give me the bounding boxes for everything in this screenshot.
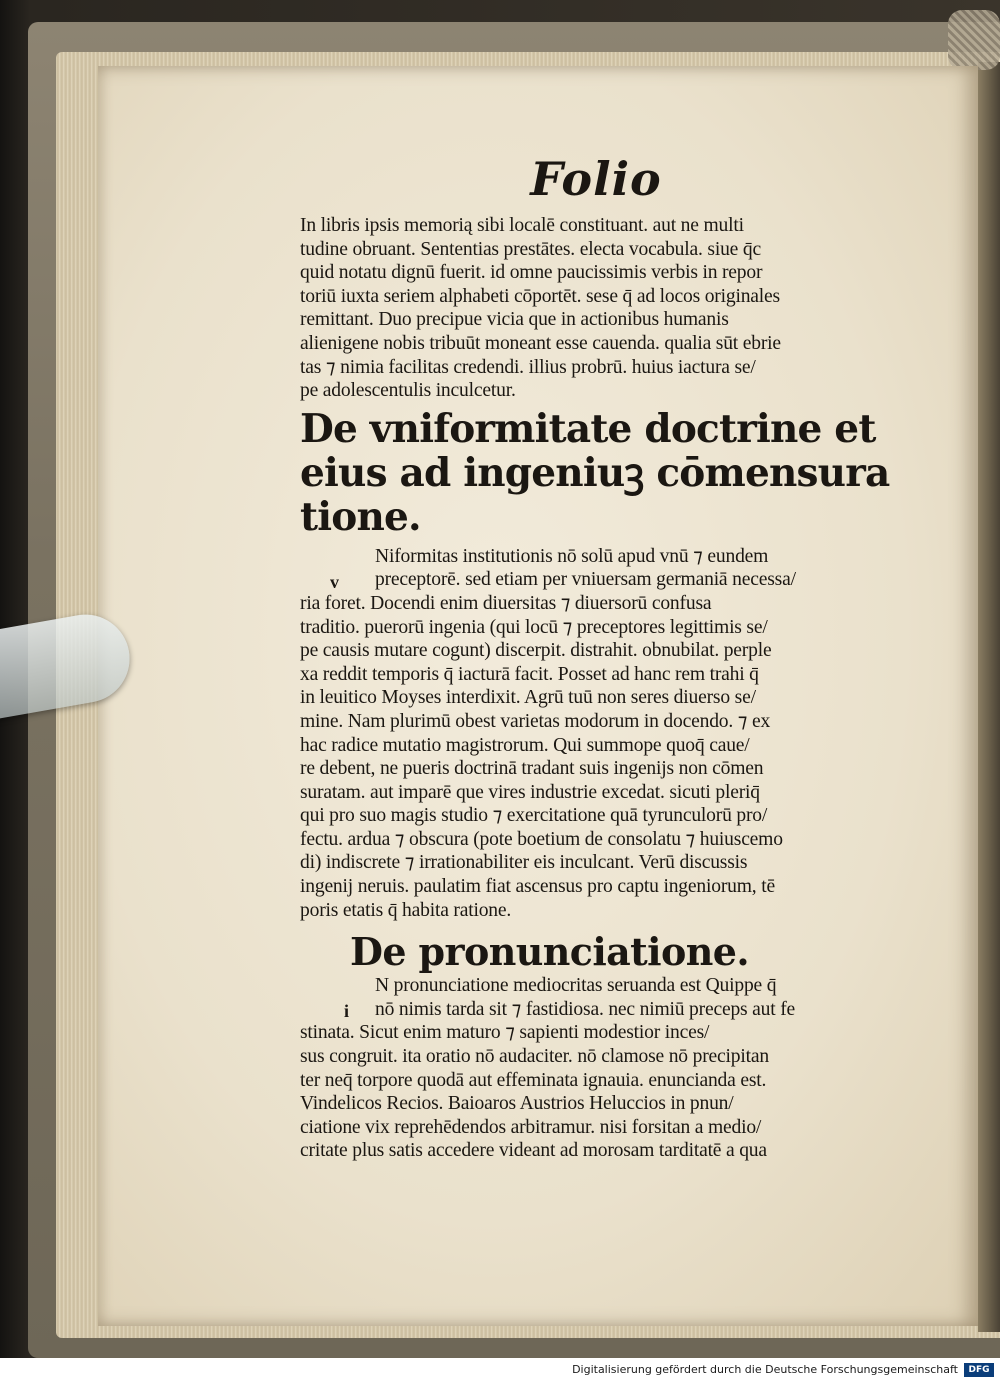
text-line: traditio. puerorū ingenia (qui locū ⁊ preceptores legittimis se/ bbox=[300, 616, 768, 638]
heading-line: tione. bbox=[300, 493, 421, 540]
text-line: Niformitas institutionis nō solū apud vnū ⁊ eundem bbox=[375, 545, 769, 567]
text-line: ciatione vix reprehēdendos arbitramur. nisi forsitan a medio/ bbox=[300, 1116, 762, 1138]
folio-title: Folio bbox=[530, 152, 662, 206]
initial-letter: i bbox=[344, 1001, 349, 1022]
dfg-logo: DFG bbox=[964, 1363, 994, 1377]
text-line: sus congruit. ita oratio nō audaciter. nō clamose nō precipitan bbox=[300, 1046, 769, 1068]
text-line: mine. Nam plurimū obest varietas modorum in docendo. ⁊ ex bbox=[300, 710, 771, 732]
text-line: pe adolescentulis inculcetur. bbox=[300, 380, 516, 402]
text-line: alienigene nobis tribuūt moneant esse cauenda. qualia sūt ebrie bbox=[300, 332, 781, 354]
text-block bbox=[300, 150, 890, 1163]
text-line: stinata. Sicut enim maturo ⁊ sapienti modestior inces/ bbox=[300, 1022, 710, 1044]
section-paragraph-1 bbox=[300, 214, 882, 403]
text-line: preceptorē. sed etiam per vniuersam germaniā necessa/ bbox=[375, 569, 796, 591]
text-line: Vindelicos Recios. Baioaros Austrios Heluccios in pnun/ bbox=[300, 1093, 734, 1115]
section-paragraph-3 bbox=[300, 974, 882, 1163]
section-heading-uniformity bbox=[300, 405, 890, 540]
text-line: hac radice mutatio magistrorum. Qui summope quoq̄ caue/ bbox=[300, 734, 750, 756]
text-line: critate plus satis accedere videant ad morosam tarditatē a qua bbox=[300, 1140, 767, 1162]
binding-thread bbox=[948, 10, 1000, 70]
text-line: suratam. aut imparē que vires industrie excedat. sicuti pleriq̄ bbox=[300, 781, 760, 803]
text-line: quid notatu dignū fuerit. id omne paucissimis verbis in repor bbox=[300, 262, 763, 284]
text-line: in leuitico Moyses interdixit. Agrū tuū non seres diuerso se/ bbox=[300, 687, 756, 709]
heading-line: De vniformitate doctrine et bbox=[300, 405, 876, 452]
text-line: tas ⁊ nimia facilitas credendi. illius probrū. huius iactura se/ bbox=[300, 356, 756, 378]
text-line: qui pro suo magis studio ⁊ exercitatione quā tyrunculorū pro/ bbox=[300, 805, 768, 827]
heading-line: eius ad ingeniuꝫ cōmensura bbox=[300, 449, 890, 496]
book-gutter bbox=[978, 62, 1000, 1332]
text-line: tudine obruant. Sententias prestātes. electa vocabula. siue q̄c bbox=[300, 238, 761, 260]
text-line: fectu. ardua ⁊ obscura (pote boetium de consolatu ⁊ huiuscemo bbox=[300, 828, 783, 850]
text-line: ria foret. Docendi enim diuersitas ⁊ diuersorū confusa bbox=[300, 592, 712, 614]
text-line: ingenij neruis. paulatim fiat ascensus pro captu ingeniorum, tē bbox=[300, 876, 775, 898]
initial-letter: v bbox=[330, 571, 339, 592]
text-line: pe causis mutare cogunt) discerpit. distrahit. obnubilat. perple bbox=[300, 640, 772, 662]
section-heading-pronunciation: De pronunciatione. bbox=[350, 929, 749, 975]
text-line: N pronunciatione mediocritas seruanda est Quippe q̄ bbox=[375, 975, 777, 997]
funding-credit: Digitalisierung gefördert durch die Deutsche Forschungsgemeinschaft bbox=[572, 1363, 958, 1376]
text-line: In libris ipsis memorią sibi localē constituant. aut ne multi bbox=[300, 215, 744, 236]
text-line: poris etatis q̄ habita ratione. bbox=[300, 899, 512, 921]
section-paragraph-2 bbox=[300, 545, 882, 923]
text-line: nō nimis tarda sit ⁊ fastidiosa. nec nimiū preceps aut fe bbox=[375, 998, 796, 1020]
text-line: remittant. Duo precipue vicia que in actionibus humanis bbox=[300, 309, 729, 331]
text-line: toriū iuxta seriem alphabeti cōportēt. sese q̄ ad locos originales bbox=[300, 285, 780, 307]
text-line: ter neq̄ torpore quodā aut effeminata ignauia. enuncianda est. bbox=[300, 1069, 767, 1091]
text-line: xa reddit temporis q̄ iacturā facit. Posset ad hanc rem trahi q̄ bbox=[300, 663, 759, 685]
text-line: re debent, ne pueris doctrinā tradant suis ingenijs non cōmen bbox=[300, 758, 764, 780]
text-line: di) indiscrete ⁊ irrationabiliter eis inculcant. Verū discussis bbox=[300, 852, 748, 874]
footer-bar bbox=[0, 1358, 1000, 1382]
